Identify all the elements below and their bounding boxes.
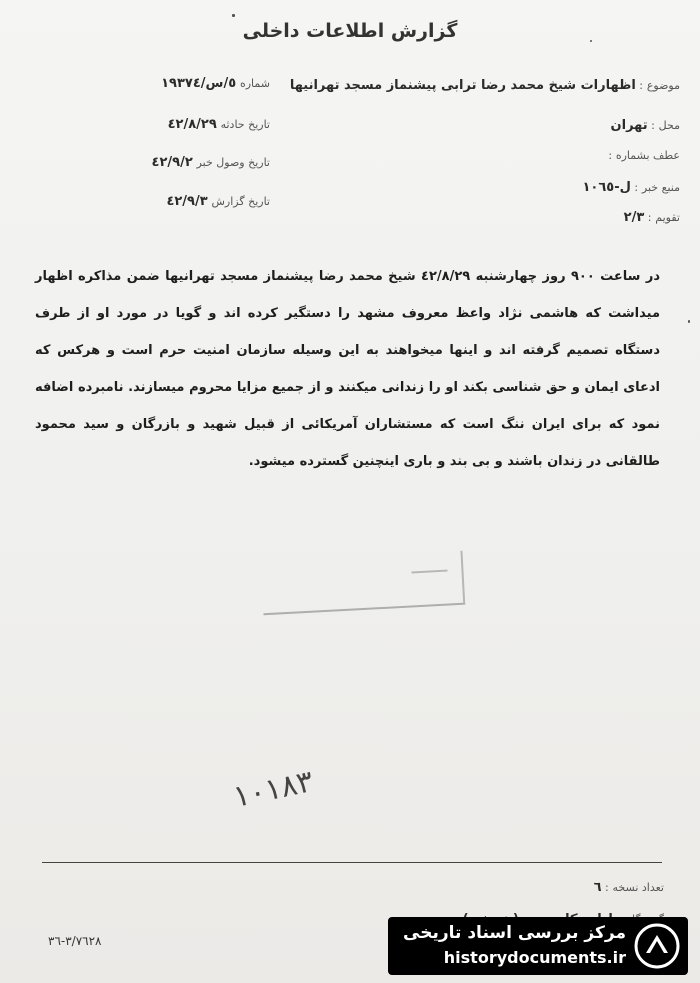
footer-divider [42,862,662,863]
rating-value: ٢/٣ [623,210,645,225]
scan-speck [232,14,235,17]
number-label: شماره [239,77,270,90]
report-date-label: تاریخ گزارش [211,195,270,208]
source-row: منبع خبر : ل-١٠٦٥ [582,180,680,195]
location-value: تهران [610,118,648,133]
archive-number: ١٠١٨٣ [230,764,317,815]
location-label: محل [658,119,680,132]
watermark-org-name: مرکز بررسی اسناد تاریخی [403,923,626,943]
watermark-url: historydocuments.ir [443,948,626,967]
report-date-row [60,194,270,209]
incident-date-row [60,117,270,132]
copies-row: تعداد نسخه : ٦ [593,880,664,895]
stamp-mark [411,570,447,574]
reference-row: عطف بشماره : [608,149,680,162]
reference-label: عطف بشماره [615,149,680,162]
report-title: گزارش اطلاعات داخلی [242,20,458,42]
rating-label: تقویم [655,211,680,224]
bottom-reference: ٣/٧٦٢٨-٣٦ [48,934,102,948]
number-row [60,76,270,91]
subject-row: موضوع : اظهارات شیخ محمد رضا ترابی پیشنماز مسجد تهرانیها [289,78,680,93]
rating-row: تقویم : ٢/٣ [623,210,680,225]
incident-date-value: ٤٢/٨/٢٩ [167,117,217,132]
source-label: منبع خبر [641,181,680,194]
received-date-value: ٤٢/٩/٢ [151,155,193,170]
book-icon [634,923,680,969]
source-value: ل-١٠٦٥ [582,180,631,195]
scan-speck [590,40,592,42]
copies-label: تعداد نسخه [612,881,664,894]
received-date-label: تاریخ وصول خبر [196,156,270,169]
received-date-row [60,155,270,170]
subject-label: موضوع [646,79,680,92]
subject-value: اظهارات شیخ محمد رضا ترابی پیشنماز مسجد تهرانیها [289,78,636,93]
watermark-logo [388,917,688,975]
faint-stamp [261,551,466,615]
report-body: در ساعت ٩٠٠ روز چهارشنبه ٤٢/٨/٢٩ شیخ محمد رضا پیشنماز مسجد تهرانیها ضمن مذاکره اظهار میداشت که هاشمی نژاد واعظ معروف مشهد را دستگیر کرده اند و گویا در مورد او از طرف دستگاه تصمیم گرفته اند و اینها میخواهند به این وسیله سازمان امنیت حرم است و هرکس که ادعای ایمان و حق شناسی بکند او را زندانی میکنند و از جمیع مزایا محروم میسازند. نامبرده اضافه نمود که برای ایران ننگ است که مستشاران آمریکائی از قبیل شهید و بازرگان و سید محمود طالقانی در زندان باشند و بی بند و باری اینچنین گسترده میشود. [35,269,660,469]
report-date-value: ٤٢/٩/٣ [166,194,208,209]
scan-speck [688,320,690,323]
incident-date-label: تاریخ حادثه [220,118,270,131]
copies-value: ٦ [593,880,602,895]
number-value: ٥/س/١٩٣٧٤ [161,76,237,91]
location-row: محل : تهران [610,118,680,133]
